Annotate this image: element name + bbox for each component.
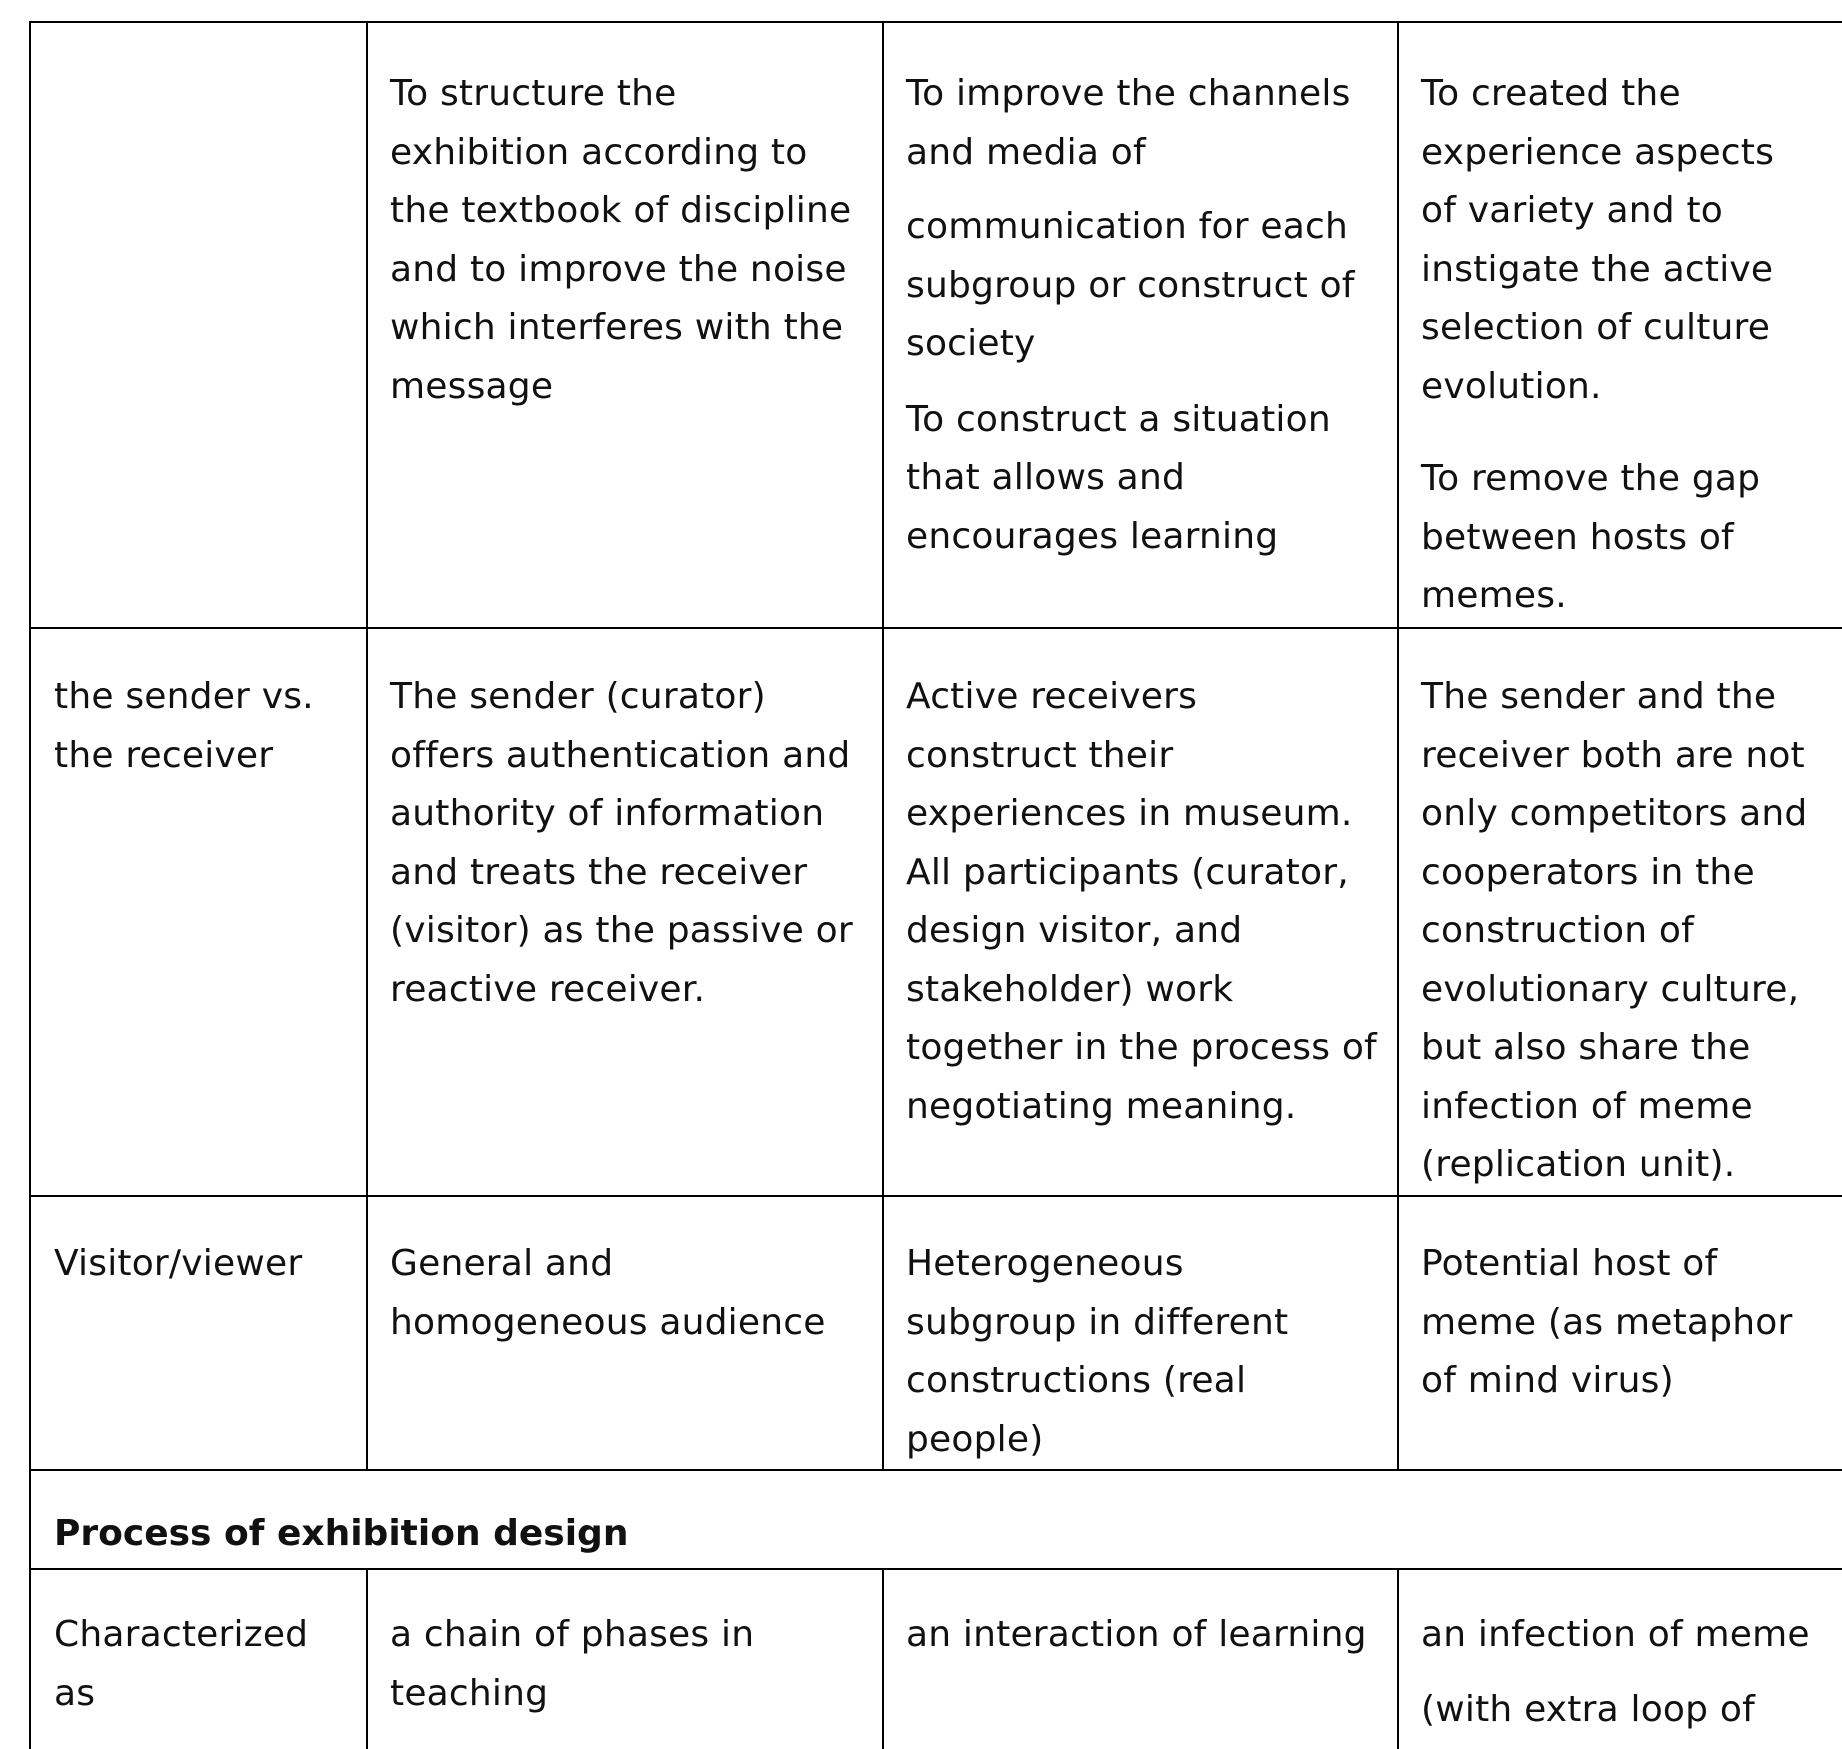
row2-col3-line-5: design visitor, and xyxy=(906,910,1243,951)
row4-col3-line-1: an interaction of learning xyxy=(906,1614,1367,1655)
row1-col4-p1-line-1: To created the xyxy=(1421,73,1681,114)
row2-col4-line-6: evolutionary culture, xyxy=(1421,968,1800,1010)
row4-col3-cell xyxy=(906,1606,1386,1665)
row2-col3-line-6: stakeholder) work xyxy=(906,968,1234,1010)
row1-col2-line-1: To structure the xyxy=(390,73,677,114)
row2-col2-line-1: The sender (curator) xyxy=(390,676,766,717)
row1-col4-p1-line-2: experience aspects xyxy=(1421,131,1775,173)
row3-col2-line-2: homogeneous audience xyxy=(390,1301,826,1343)
row2-col3-line-2: construct their xyxy=(906,734,1174,776)
row1-col2-line-4: and to improve the noise xyxy=(390,248,847,290)
row4-col1-line-2: as xyxy=(54,1672,96,1714)
row2-col2-line-5: (visitor) as the passive or xyxy=(390,910,853,951)
row1-col3-p3-line-3: encourages learning xyxy=(906,515,1279,557)
row1-col4-p1-line-6: evolution. xyxy=(1421,365,1602,407)
row2-col4-line-4: cooperators in the xyxy=(1421,851,1755,893)
row1-col3-p3-line-1: To construct a situation xyxy=(906,398,1331,440)
row2-col4-line-7: but also share the xyxy=(1421,1027,1751,1068)
row3-col3-line-2: subgroup in different xyxy=(906,1301,1289,1343)
row3-col2-cell xyxy=(390,1235,870,1352)
row1-col3-p1-line-1: To improve the channels xyxy=(906,73,1351,114)
row2-col2-line-2: offers authentication and xyxy=(390,734,851,776)
column-divider-1 xyxy=(366,21,368,1470)
row1-col4-p2-line-2: between hosts of xyxy=(1421,516,1734,558)
row3-col3-cell xyxy=(906,1235,1386,1469)
row2-col3-line-4: All participants (curator, xyxy=(906,851,1349,893)
row3-col1-cell xyxy=(54,1235,354,1294)
row1-col4-paragraph-1 xyxy=(1421,65,1831,416)
row1-col4-p1-line-5: selection of culture xyxy=(1421,307,1771,348)
row1-col4-cell xyxy=(1421,65,1831,626)
row4-col4-paragraph-1 xyxy=(1421,1606,1831,1665)
column-divider-3 xyxy=(1397,21,1399,1470)
row2-col3-line-1: Active receivers xyxy=(906,676,1198,717)
row4-col1-cell xyxy=(54,1606,354,1723)
row1-col3-p2-line-2: subgroup or construct of xyxy=(906,264,1355,306)
row1-col2-cell xyxy=(390,65,870,416)
row1-col4-p2-line-1: To remove the gap xyxy=(1421,458,1761,499)
row3-col3-line-3: constructions (real xyxy=(906,1360,1247,1401)
row4-col2-cell xyxy=(390,1606,870,1723)
row1-col4-p1-line-3: of variety and to xyxy=(1421,190,1724,231)
row4-col2-line-1: a chain of phases in xyxy=(390,1614,755,1655)
row1-col2-line-3: the textbook of discipline xyxy=(390,190,852,231)
row2-col1-line-1: the sender vs. xyxy=(54,676,314,717)
row2-col3-cell xyxy=(906,668,1386,1136)
row2-col4-line-9: (replication unit). xyxy=(1421,1144,1736,1185)
row3-col2-line-1: General and xyxy=(390,1243,614,1284)
row4-col1-line-1: Characterized xyxy=(54,1614,309,1655)
row4-col4-p2-line-1: (with extra loop of xyxy=(1421,1688,1755,1730)
column-divider-2-lower xyxy=(882,1568,884,1749)
table-border-top xyxy=(29,21,1842,23)
column-divider-2 xyxy=(882,21,884,1470)
row1-col3-p3-line-2: that allows and xyxy=(906,457,1186,498)
row2-col4-cell xyxy=(1421,668,1831,1195)
row3-col4-line-2: meme (as metaphor xyxy=(1421,1301,1793,1343)
section-divider-bottom xyxy=(29,1568,1842,1570)
row1-col3-p2-line-3: society xyxy=(906,323,1036,364)
row1-col2-line-6: message xyxy=(390,365,554,407)
row2-col2-cell xyxy=(390,668,870,1019)
row2-col2-line-6: reactive receiver. xyxy=(390,968,706,1010)
row1-col3-cell xyxy=(906,65,1386,566)
row2-col4-line-3: only competitors and xyxy=(1421,793,1808,834)
row1-col3-paragraph-3 xyxy=(906,391,1386,567)
row3-col4-line-3: of mind virus) xyxy=(1421,1360,1674,1401)
row2-col4-line-5: construction of xyxy=(1421,910,1695,951)
row1-col4-p1-line-4: instigate the active xyxy=(1421,248,1774,290)
row2-col3-line-8: negotiating meaning. xyxy=(906,1085,1297,1127)
column-divider-1-lower xyxy=(366,1568,368,1749)
table-border-left xyxy=(29,21,31,1749)
row1-col3-p2-line-1: communication for each xyxy=(906,206,1349,247)
row1-col4-p2-line-3: memes. xyxy=(1421,575,1567,616)
row3-col4-line-1: Potential host of xyxy=(1421,1243,1718,1284)
row1-col2-paragraph xyxy=(390,65,870,416)
row2-col3-line-3: experiences in museum. xyxy=(906,793,1353,834)
row3-col3-line-1: Heterogeneous xyxy=(906,1243,1184,1284)
row3-col4-cell xyxy=(1421,1235,1831,1411)
row1-col3-p1-line-2: and media of xyxy=(906,131,1146,173)
row2-col2-line-3: authority of information xyxy=(390,793,825,834)
row2-col3-line-7: together in the process of xyxy=(906,1027,1377,1068)
row4-col4-paragraph-2 xyxy=(1421,1681,1831,1740)
section-divider-top xyxy=(29,1469,1842,1471)
column-divider-3-lower xyxy=(1397,1568,1399,1749)
row1-col4-paragraph-2 xyxy=(1421,450,1831,626)
row1-col2-line-2: exhibition according to xyxy=(390,131,808,173)
row2-col2-line-4: and treats the receiver xyxy=(390,851,808,893)
row-divider-1 xyxy=(29,627,1842,629)
row1-col3-paragraph-2 xyxy=(906,198,1386,374)
row2-col1-line-2: the receiver xyxy=(54,734,274,776)
row2-col4-line-8: infection of meme xyxy=(1421,1085,1753,1127)
row4-col4-cell xyxy=(1421,1606,1831,1739)
row2-col4-line-1: The sender and the xyxy=(1421,676,1777,717)
row1-col3-paragraph-1 xyxy=(906,65,1386,182)
row-divider-2 xyxy=(29,1195,1842,1197)
row4-col2-line-2: teaching xyxy=(390,1672,549,1714)
row4-col4-p1-line-1: an infection of meme xyxy=(1421,1614,1810,1655)
row3-col3-line-4: people) xyxy=(906,1418,1044,1460)
row3-col1-line-1: Visitor/viewer xyxy=(54,1243,303,1284)
row2-col1-cell xyxy=(54,668,354,785)
section-title: Process of exhibition design xyxy=(54,1513,629,1554)
row2-col4-line-2: receiver both are not xyxy=(1421,734,1805,776)
row1-col2-line-5: which interferes with the xyxy=(390,307,844,348)
